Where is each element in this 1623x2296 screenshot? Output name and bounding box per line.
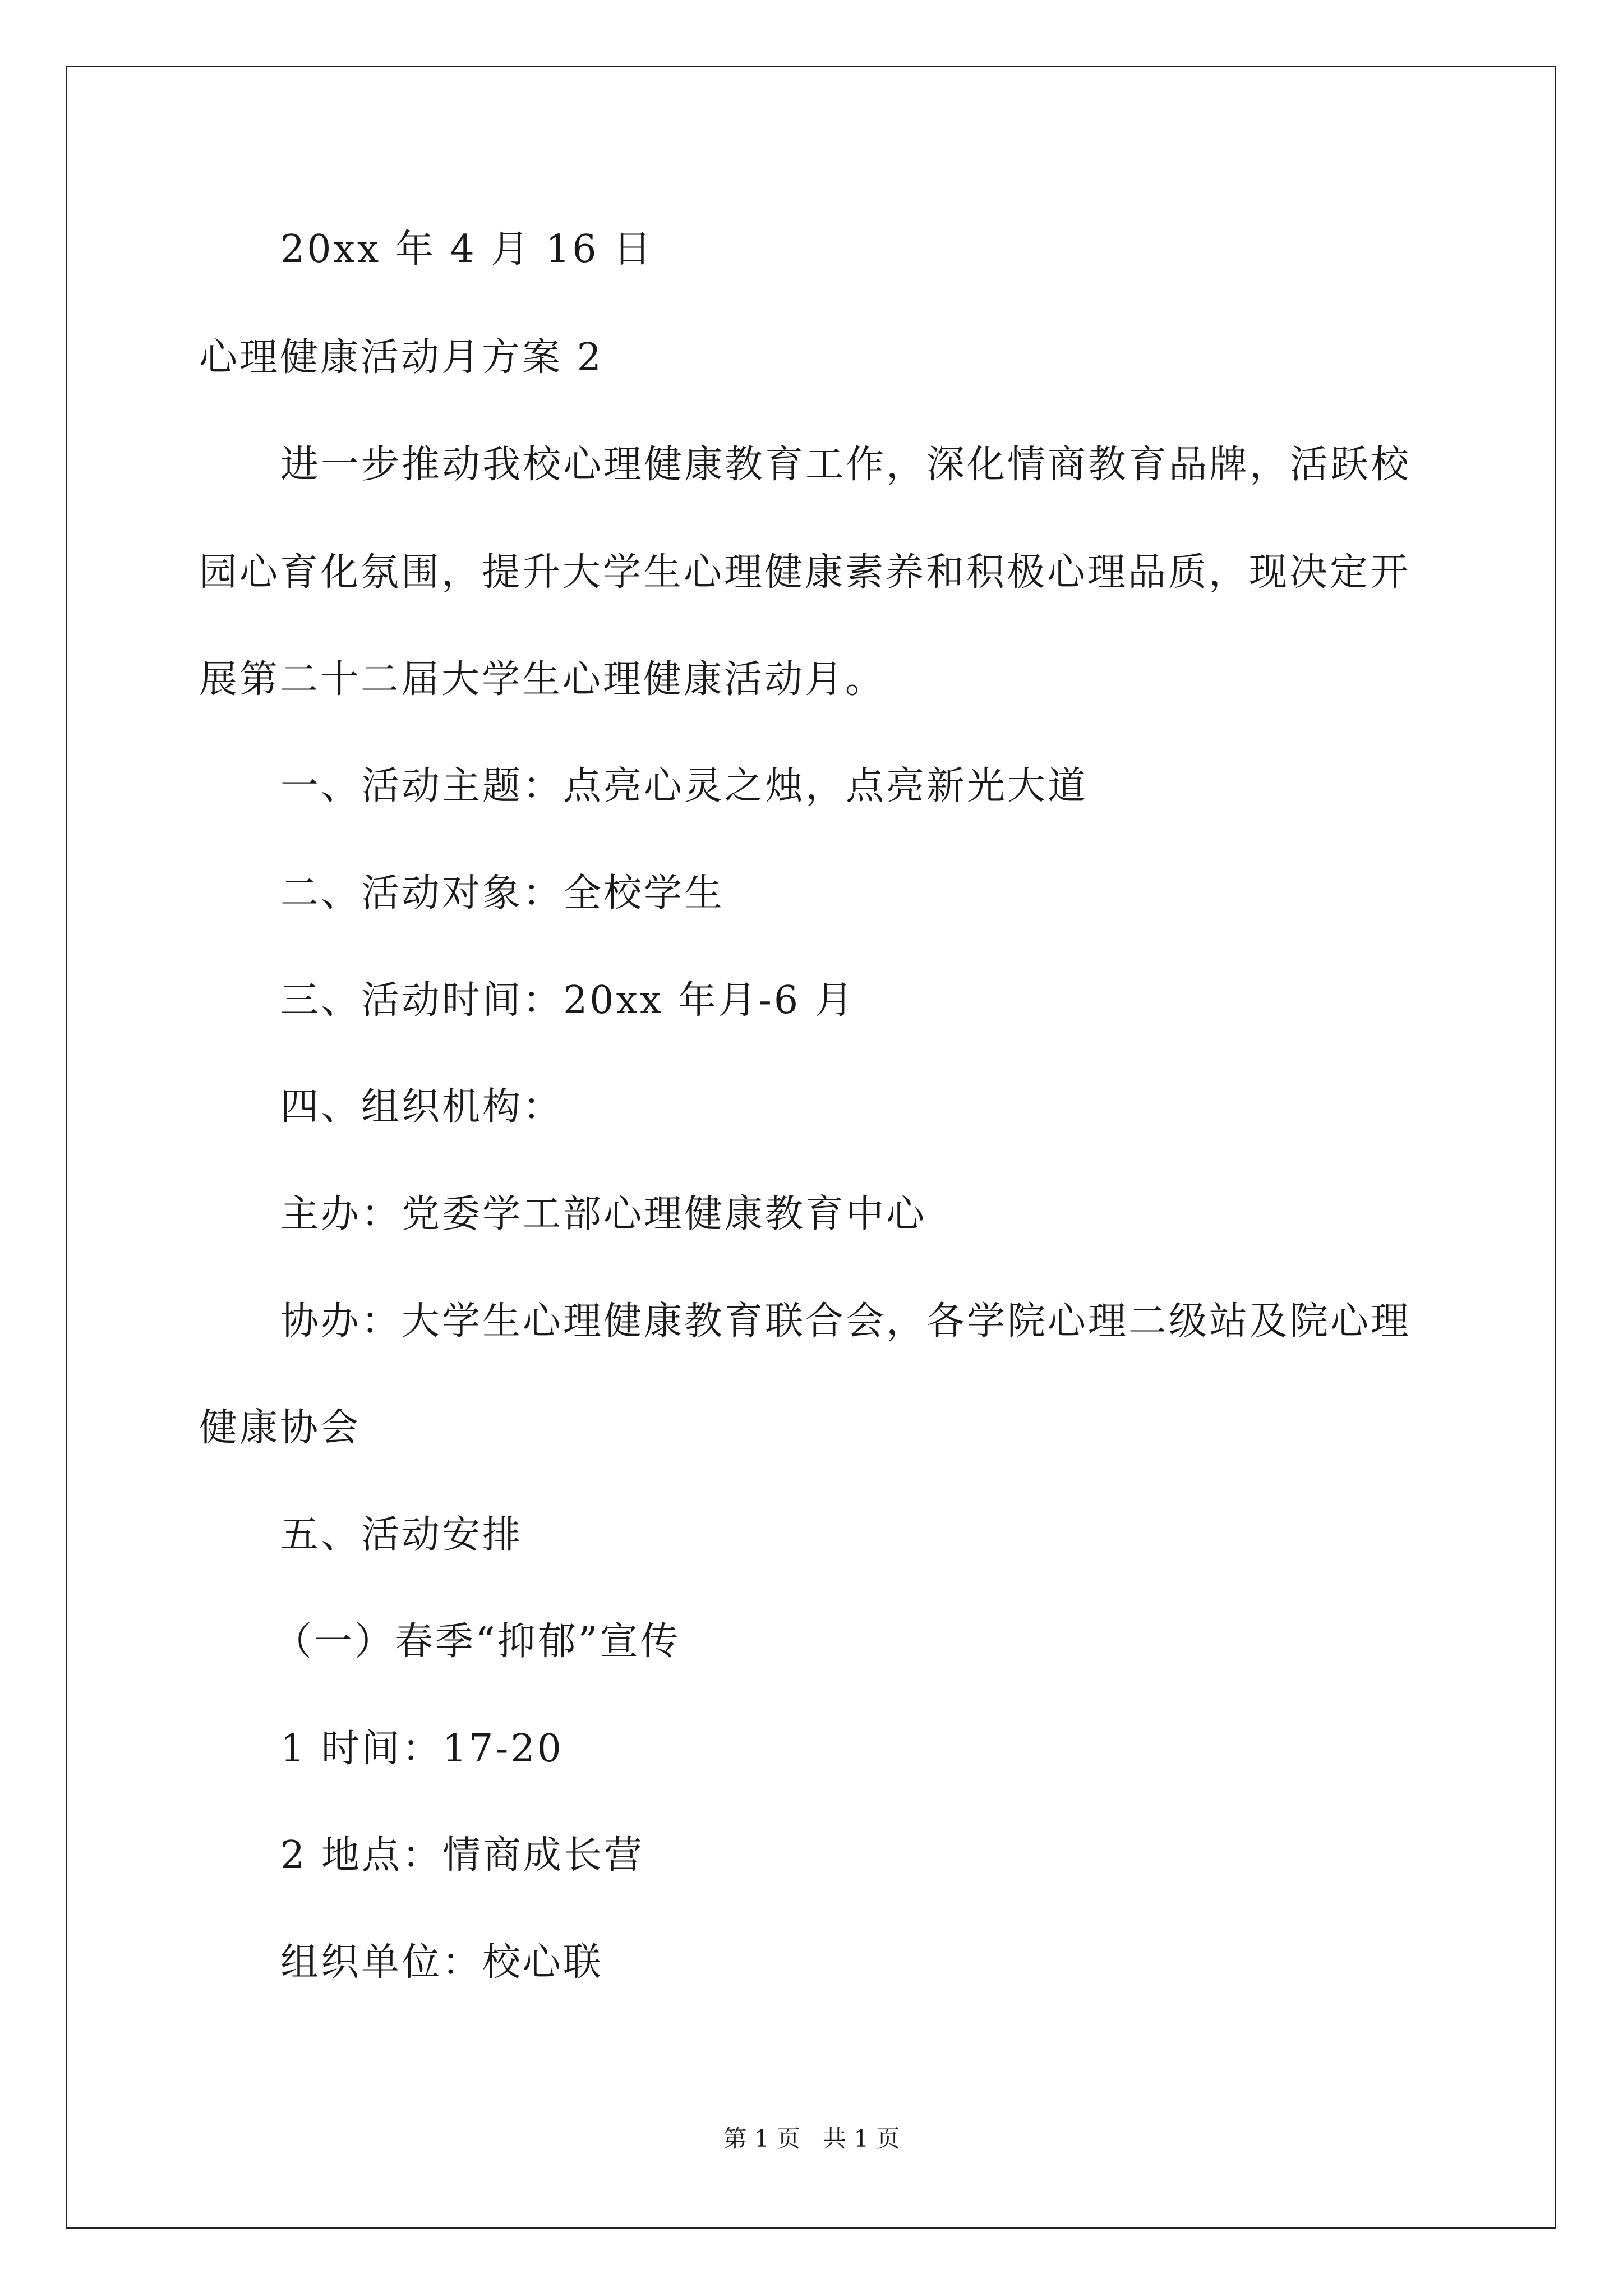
item-location: 2 地点：情商成长营 [280,1833,644,1878]
co-organizer-continued: 健康协会 [199,1406,361,1450]
organizer: 主办：党委学工部心理健康教育中心 [280,1192,927,1236]
page-number: 第 1 页 共 1 页 [723,2125,900,2152]
paragraph-line: 进一步推动我校心理健康教育工作，深化情商教育品牌，活跃校 [280,443,1412,487]
section-title: 心理健康活动月方案 2 [199,335,603,380]
arrangement-heading: 五、活动安排 [280,1513,523,1557]
date-line: 20xx 年 4 月 16 日 [280,227,654,272]
item-organizer: 组织单位：校心联 [280,1940,604,1985]
organization-heading: 四、组织机构： [280,1085,564,1129]
activity-theme: 一、活动主题：点亮心灵之烛，点亮新光大道 [280,764,1089,808]
co-organizer: 协办：大学生心理健康教育联合会，各学院心理二级站及院心理 [280,1299,1412,1343]
activity-time: 三、活动时间：20xx 年月-6 月 [280,978,855,1023]
item-time: 1 时间：17-20 [280,1727,564,1771]
activity-target: 二、活动对象：全校学生 [280,871,725,915]
page-border [66,66,1556,2229]
subsection-heading: （一）春季“抑郁”宣传 [274,1619,681,1664]
paragraph-line: 园心育化氛围，提升大学生心理健康素养和积极心理品质，现决定开 [199,550,1411,595]
paragraph-line: 展第二十二届大学生心理健康活动月。 [199,657,886,702]
